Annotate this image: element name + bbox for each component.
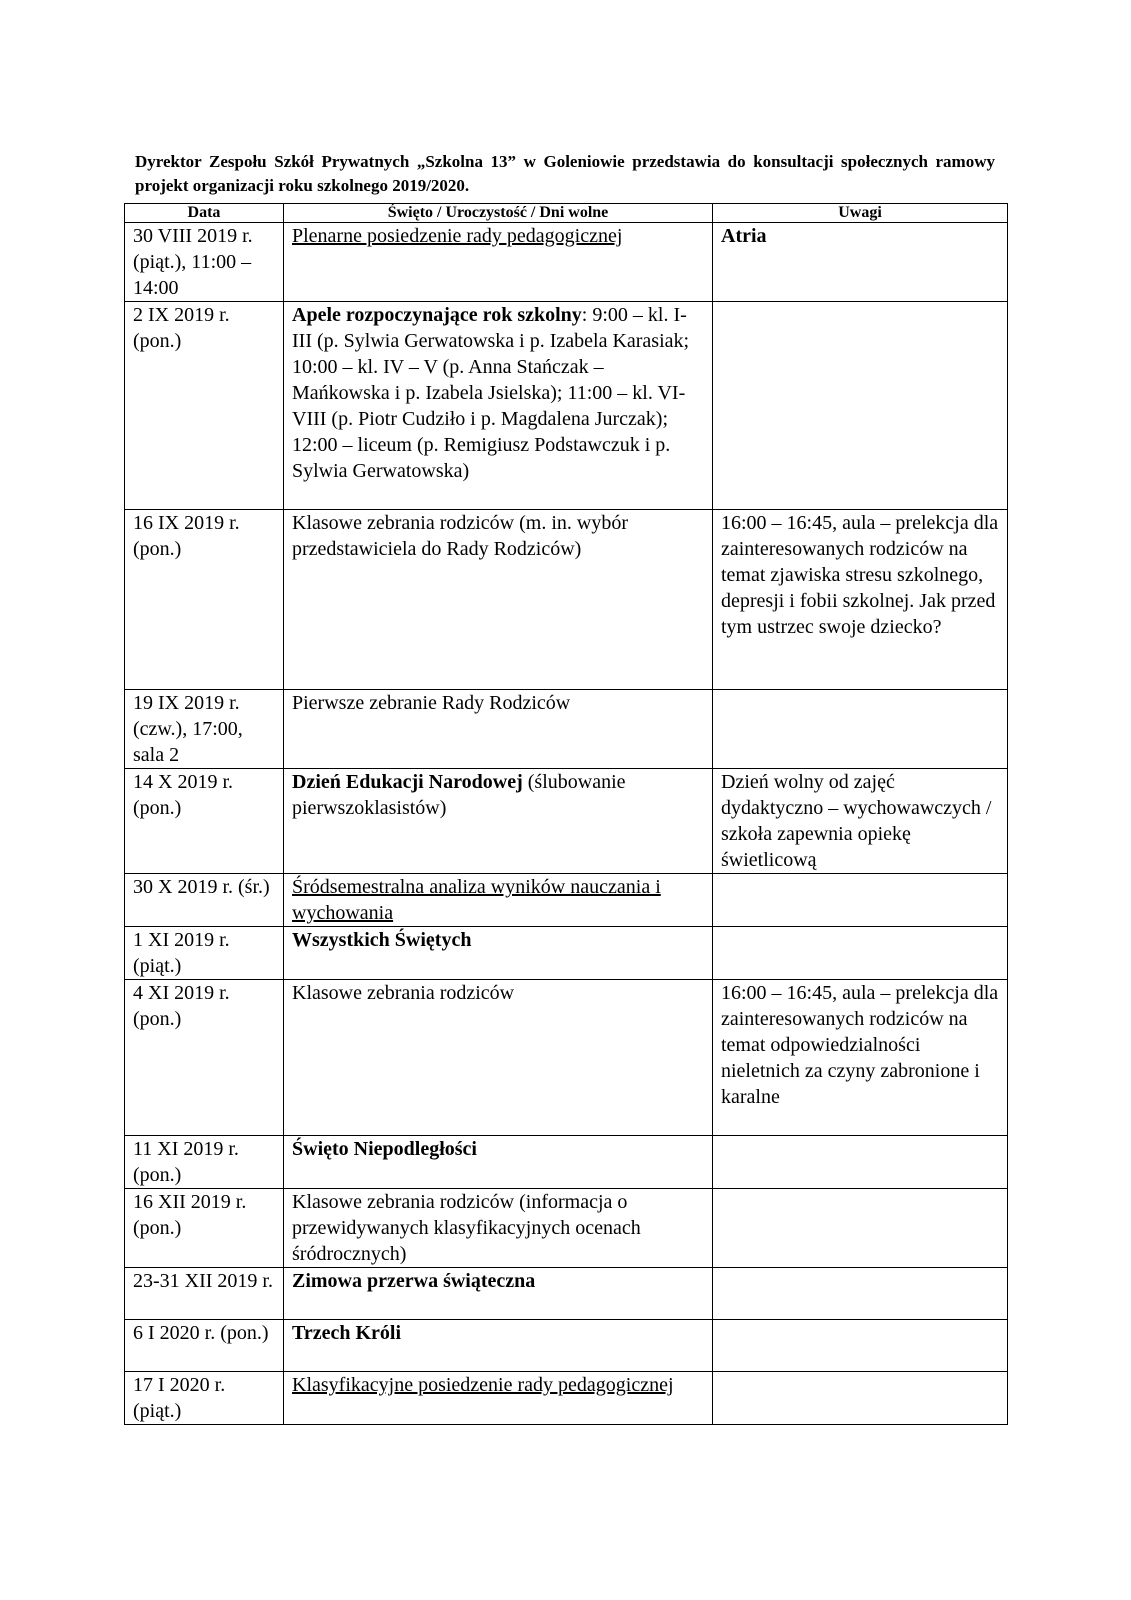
row-event [284, 769, 713, 874]
row-date: 30 VIII 2019 r. (piąt.), 11:00 – 14:00 [125, 223, 284, 302]
row-note [713, 1372, 1008, 1425]
row-event: Zimowa przerwa świąteczna [284, 1268, 713, 1320]
row-event [284, 302, 713, 510]
row-event: Pierwsze zebranie Rady Rodziców [284, 690, 713, 769]
row-event-rest: : 9:00 – kl. I-III (p. Sylwia Gerwatowska i p. Izabela Karasiak; 10:00 – kl. IV – V (p. Anna Stańczak – Mańkowska i p. Izabela Jsielska); 11:00 – kl. VI-VIII (p. Piotr Cudziło i p. Magdalena Jurczak); 12:00 – liceum (p. Remigiusz Podstawczuk i p. Sylwia Gerwatowska) [292, 304, 690, 482]
row-note [713, 690, 1008, 769]
row-event: Klasyfikacyjne posiedzenie rady pedagogicznej [284, 1372, 713, 1425]
row-event: Klasowe zebrania rodziców (m. in. wybór przedstawiciela do Rady Rodziców) [284, 510, 713, 690]
row-note [713, 1189, 1008, 1268]
table-row [125, 223, 1008, 302]
header-note: Uwagi [713, 204, 1008, 223]
table-row [125, 769, 1008, 874]
table-row [125, 1372, 1008, 1425]
table-row [125, 302, 1008, 510]
table-row [125, 927, 1008, 980]
row-date: 16 IX 2019 r. (pon.) [125, 510, 284, 690]
row-note [713, 874, 1008, 927]
table-row [125, 874, 1008, 927]
row-date: 11 XI 2019 r. (pon.) [125, 1136, 284, 1189]
row-date: 19 IX 2019 r. (czw.), 17:00, sala 2 [125, 690, 284, 769]
row-date: 4 XI 2019 r. (pon.) [125, 980, 284, 1136]
row-date: 30 X 2019 r. (śr.) [125, 874, 284, 927]
table-row [125, 1189, 1008, 1268]
table-row [125, 690, 1008, 769]
document-intro: Dyrektor Zespołu Szkół Prywatnych „Szkolna 13” w Goleniowie przedstawia do konsultacji społecznych ramowy projekt organizacji roku szkolnego 2019/2020. [135, 152, 995, 195]
row-note [713, 1268, 1008, 1320]
row-note: 16:00 – 16:45, aula – prelekcja dla zainteresowanych rodziców na temat odpowiedzialności nieletnich za czyny zabronione i karalne [713, 980, 1008, 1136]
row-date: 1 XI 2019 r. (piąt.) [125, 927, 284, 980]
row-event-lead: Apele rozpoczynające rok szkolny [292, 304, 582, 326]
row-note [713, 302, 1008, 510]
table-row [125, 1136, 1008, 1189]
row-event: Klasowe zebrania rodziców (informacja o przewidywanych klasyfikacyjnych ocenach śródrocznych) [284, 1189, 713, 1268]
row-event: Plenarne posiedzenie rady pedagogicznej [284, 223, 713, 302]
table-row [125, 980, 1008, 1136]
row-event: Trzech Króli [284, 1320, 713, 1372]
header-event: Święto / Uroczystość / Dni wolne [284, 204, 713, 223]
table-row [125, 1268, 1008, 1320]
row-note: 16:00 – 16:45, aula – prelekcja dla zainteresowanych rodziców na temat zjawiska stresu szkolnego, depresji i fobii szkolnej. Jak przed tym ustrzec swoje dziecko? [713, 510, 1008, 690]
row-date: 14 X 2019 r. (pon.) [125, 769, 284, 874]
row-date: 2 IX 2019 r. (pon.) [125, 302, 284, 510]
row-event-rest: (ślubowanie pierwszoklasistów) [292, 771, 626, 819]
row-note [713, 1136, 1008, 1189]
row-note [713, 1320, 1008, 1372]
row-event-lead: Dzień Edukacji Narodowej [292, 771, 523, 793]
row-note [713, 927, 1008, 980]
row-event: Wszystkich Świętych [284, 927, 713, 980]
row-date: 6 I 2020 r. (pon.) [125, 1320, 284, 1372]
row-note: Atria [713, 223, 1008, 302]
table-row [125, 1320, 1008, 1372]
table-row [125, 510, 1008, 690]
row-note: Dzień wolny od zajęć dydaktyczno – wychowawczych / szkoła zapewnia opiekę świetlicową [713, 769, 1008, 874]
school-year-schedule-table [124, 203, 1008, 1425]
row-date: 17 I 2020 r. (piąt.) [125, 1372, 284, 1425]
row-date: 23-31 XII 2019 r. [125, 1268, 284, 1320]
row-event: Święto Niepodległości [284, 1136, 713, 1189]
header-date: Data [125, 204, 284, 223]
row-event: Klasowe zebrania rodziców [284, 980, 713, 1136]
row-date: 16 XII 2019 r. (pon.) [125, 1189, 284, 1268]
table-header-row [125, 204, 1008, 223]
row-event: Śródsemestralna analiza wyników nauczania i wychowania [284, 874, 713, 927]
